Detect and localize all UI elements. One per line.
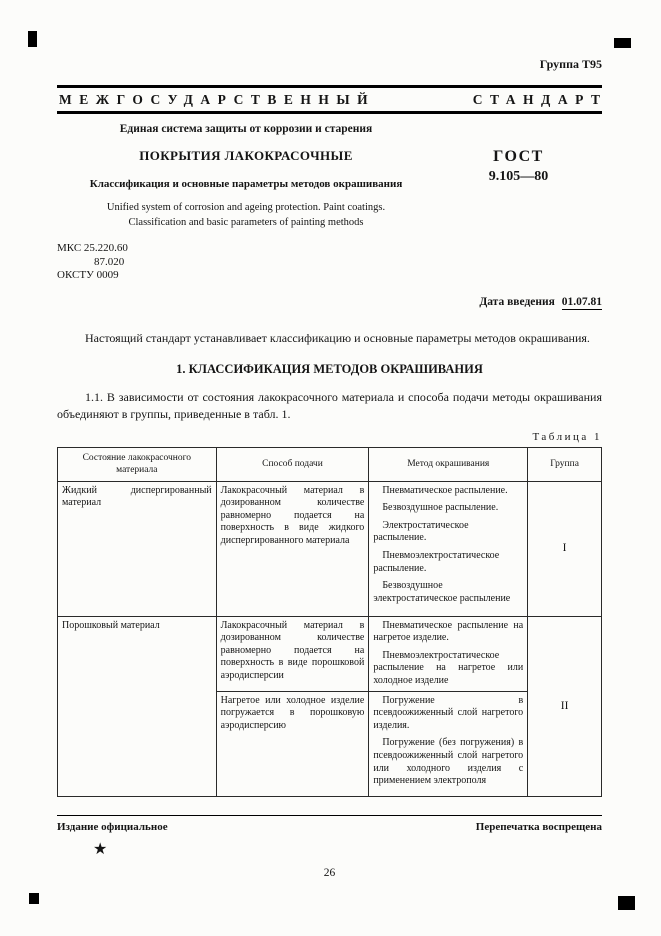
- painting-method-item: Пневмоэлектростатическое распыление.: [373, 549, 500, 574]
- painting-method-item: Погружение в псевдоожиженный слой нагретого изделия.: [373, 694, 524, 731]
- standard-type-banner: [57, 85, 608, 114]
- okstu-code: ОКСТУ 0009: [57, 268, 119, 281]
- mks-code: МКС 25.220.60: [57, 242, 128, 255]
- cell-supply-method: [216, 481, 369, 616]
- gost-designation: [435, 123, 602, 230]
- group-label: Группа Т95: [539, 57, 602, 71]
- document-subtitle: Классификация и основные параметры методов окрашивания: [89, 178, 403, 190]
- classification-table: [57, 447, 602, 797]
- intro-paragraph: Настоящий стандарт устанавливает классификацию и основные параметры методов окрашивания.: [85, 330, 590, 345]
- cell-group-number: II: [528, 616, 602, 796]
- supply-method-text: Лакокрасочный материал в дозированном количестве равномерно подается на поверхность в виде жидкого диспергированного материала: [220, 484, 365, 546]
- footer: [57, 815, 602, 833]
- painting-method-item: Безвоздушное распыление.: [382, 502, 499, 514]
- corner-mark: [618, 896, 635, 910]
- painting-method-item: Погружение (без погружения) в псевдоожиженный слой нагретого или холодного изделия с применением электрополя: [373, 737, 524, 787]
- cell-supply-method: [216, 691, 369, 796]
- painting-method-item: Электростатическое распыление.: [373, 519, 469, 544]
- painting-method-item: Пневматическое распыление.: [382, 484, 508, 496]
- star-icon: ★: [93, 840, 108, 858]
- introduction-date: [57, 296, 602, 308]
- column-header-method: Метод окрашивания: [369, 447, 528, 481]
- classification-codes: [57, 242, 602, 282]
- column-header-state: Состояние лакокрасочного материала: [58, 447, 217, 481]
- gost-label: ГОСТ: [493, 148, 544, 165]
- painting-method-item: Пневмоэлектростатическое распыление на нагретое или холодное изделие: [373, 649, 524, 686]
- title-block: [57, 123, 602, 230]
- cell-supply-method: [216, 616, 369, 691]
- cell-painting-methods: [369, 481, 528, 616]
- table-row-liquid-material: [58, 481, 602, 616]
- cell-painting-methods: [369, 691, 528, 796]
- table-header-row: [58, 447, 602, 481]
- column-header-group: Группа: [528, 447, 602, 481]
- painting-method-item: Пневматическое распыление на нагретое изделие.: [373, 619, 524, 644]
- material-state-text: Порошковый материал: [62, 619, 160, 631]
- official-edition-note: Издание официальное: [57, 820, 168, 833]
- document-content: [57, 0, 608, 879]
- cell-painting-methods: [369, 616, 528, 691]
- corner-mark: [28, 31, 37, 47]
- clause-1-1-paragraph: 1.1. В зависимости от состояния лакокрасочного материала и способа подачи методы окрашивания объединяют в группы, приведенные в табл. 1.: [57, 390, 602, 422]
- date-value: 01.07.81: [561, 295, 602, 308]
- system-title: Единая система защиты от коррозии и старения: [119, 123, 373, 135]
- cell-group-number: I: [528, 481, 602, 616]
- banner-word-1: МЕЖГОСУДАРСТВЕННЫЙ: [59, 92, 376, 107]
- supply-method-text: Нагретое или холодное изделие погружается в порошковую аэродисперсию: [220, 694, 365, 731]
- mks-code-secondary: 87.020: [94, 255, 125, 268]
- title-left-column: [57, 123, 435, 230]
- gost-number: 9.105—80: [488, 169, 549, 184]
- reprint-prohibited-note: Перепечатка воспрещена: [475, 820, 602, 833]
- date-label: Дата введения: [479, 295, 555, 308]
- page-number: 26: [323, 866, 336, 879]
- material-state-text: Жидкий диспергированный материал: [62, 484, 212, 509]
- document-title: ПОКРЫТИЯ ЛАКОКРАСОЧНЫЕ: [139, 148, 353, 163]
- cell-material-state: [58, 481, 217, 616]
- table-row-powder-material: [58, 616, 602, 691]
- banner-word-2: СТАНДАРТ: [472, 92, 608, 107]
- supply-method-text: Лакокрасочный материал в дозированном количестве равномерно подается на поверхность в виде порошковой аэродисперсии: [220, 619, 365, 681]
- column-header-supply: Способ подачи: [216, 447, 369, 481]
- english-title-line1: Unified system of corrosion and ageing protection. Paint coatings.: [106, 202, 386, 213]
- cell-material-state: [58, 616, 217, 796]
- corner-mark: [614, 38, 631, 48]
- english-title-line2: Classification and basic parameters of painting methods: [128, 216, 364, 228]
- english-title: [57, 201, 435, 230]
- painting-method-item: Безвоздушное электростатическое распыление: [373, 580, 511, 604]
- table-caption: Таблица 1: [532, 430, 602, 443]
- corner-mark: [29, 893, 39, 904]
- section-1-heading: 1. КЛАССИФИКАЦИЯ МЕТОДОВ ОКРАШИВАНИЯ: [176, 362, 483, 377]
